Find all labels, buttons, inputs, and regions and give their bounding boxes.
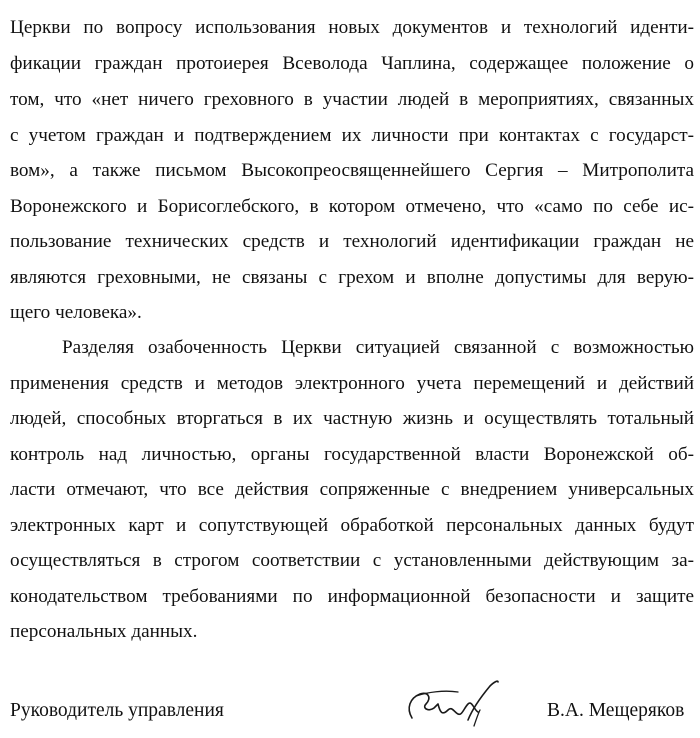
paragraph-line: Воронежского и Борисоглебского, в котором отмечено, что «само по себе ис-: [10, 196, 694, 217]
paragraph-line: пользование технических средств и технологий идентификации граждан не: [10, 231, 694, 252]
handwritten-signature: [398, 674, 508, 738]
paragraph-line: том, что «нет ничего греховного в участии людей в мероприятиях, связанных: [10, 89, 694, 110]
paragraph-line: контроль над личностью, органы государственной власти Воронежской об-: [10, 444, 694, 465]
paragraph-line: конодательством требованиями по информационной безопасности и защите: [10, 586, 694, 607]
paragraph-line: ласти отмечают, что все действия сопряженные с внедрением универсальных: [10, 479, 694, 500]
paragraph-line: фикации граждан протоиерея Всеволода Чаплина, содержащее положение о: [10, 53, 694, 74]
paragraph-line: Разделяя озабоченность Церкви ситуацией связанной с возможностью: [62, 337, 694, 358]
paragraph-line: персональных данных.: [10, 621, 198, 642]
paragraph-line: с учетом граждан и подтверждением их личности при контактах с государст-: [10, 125, 694, 146]
signer-name: В.А. Мещеряков: [547, 700, 685, 721]
paragraph-line: применения средств и методов электронного учета перемещений и действий: [10, 373, 694, 394]
paragraph-line: Церкви по вопросу использования новых документов и технологий иденти-: [10, 17, 694, 38]
paragraph-line: являются греховными, не связаны с грехом и вполне допустимы для верую-: [10, 267, 694, 288]
paragraph-line: щего человека».: [10, 302, 142, 323]
paragraph-line: людей, способных вторгаться в их частную жизнь и осуществлять тотальный: [10, 408, 694, 429]
paragraph-line: электронных карт и сопутствующей обработкой персональных данных будут: [10, 515, 694, 536]
signer-position: Руководитель управления: [10, 700, 224, 721]
paragraph-line: осуществляться в строгом соответствии с установленными действующим за-: [10, 550, 694, 571]
paragraph-line: вом», а также письмом Высокопреосвященнейшего Сергия – Митрополита: [10, 160, 694, 181]
